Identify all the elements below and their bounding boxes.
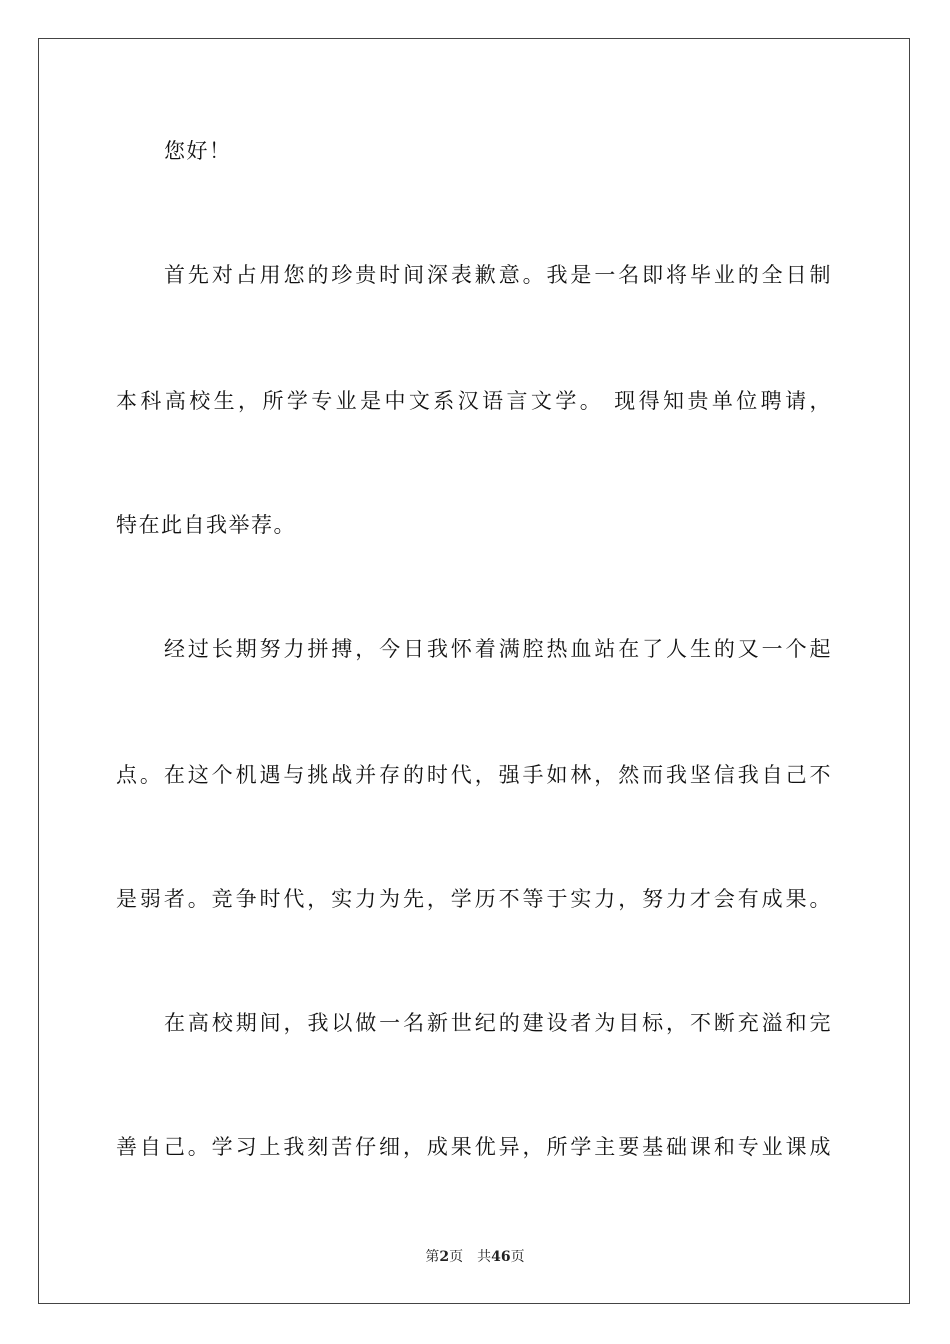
paragraph-2-line-3: 是弱者。竞争时代，实力为先，学历不等于实力，努力才会有成果。: [116, 887, 832, 911]
page-prefix: 第: [425, 1249, 440, 1265]
page-footer: [0, 1247, 950, 1267]
total-suffix: 页: [510, 1249, 525, 1265]
paragraph-1-line-3: 特在此自我举荐。: [116, 513, 296, 537]
paragraph-2-line-1: 经过长期努力拼搏，今日我怀着满腔热血站在了人生的又一个起: [164, 637, 832, 661]
page-suffix: 页: [449, 1249, 464, 1265]
total-pages: 46: [491, 1249, 511, 1265]
total-prefix: 共: [477, 1249, 492, 1265]
paragraph-1-line-2: 本科高校生，所学专业是中文系汉语言文学。 现得知贵单位聘请，: [116, 389, 832, 413]
paragraph-3-line-1: 在高校期间，我以做一名新世纪的建设者为目标，不断充溢和完: [164, 1011, 832, 1035]
page-border: [38, 38, 910, 1304]
paragraph-3-line-2: 善自己。学习上我刻苦仔细，成果优异，所学主要基础课和专业课成: [116, 1135, 832, 1159]
greeting-text: 您好！: [164, 139, 232, 163]
paragraph-1-line-1: 首先对占用您的珍贵时间深表歉意。我是一名即将毕业的全日制: [164, 263, 832, 287]
paragraph-2-line-2: 点。在这个机遇与挑战并存的时代，强手如林，然而我坚信我自己不: [116, 763, 832, 787]
page-number: 2: [439, 1249, 450, 1265]
